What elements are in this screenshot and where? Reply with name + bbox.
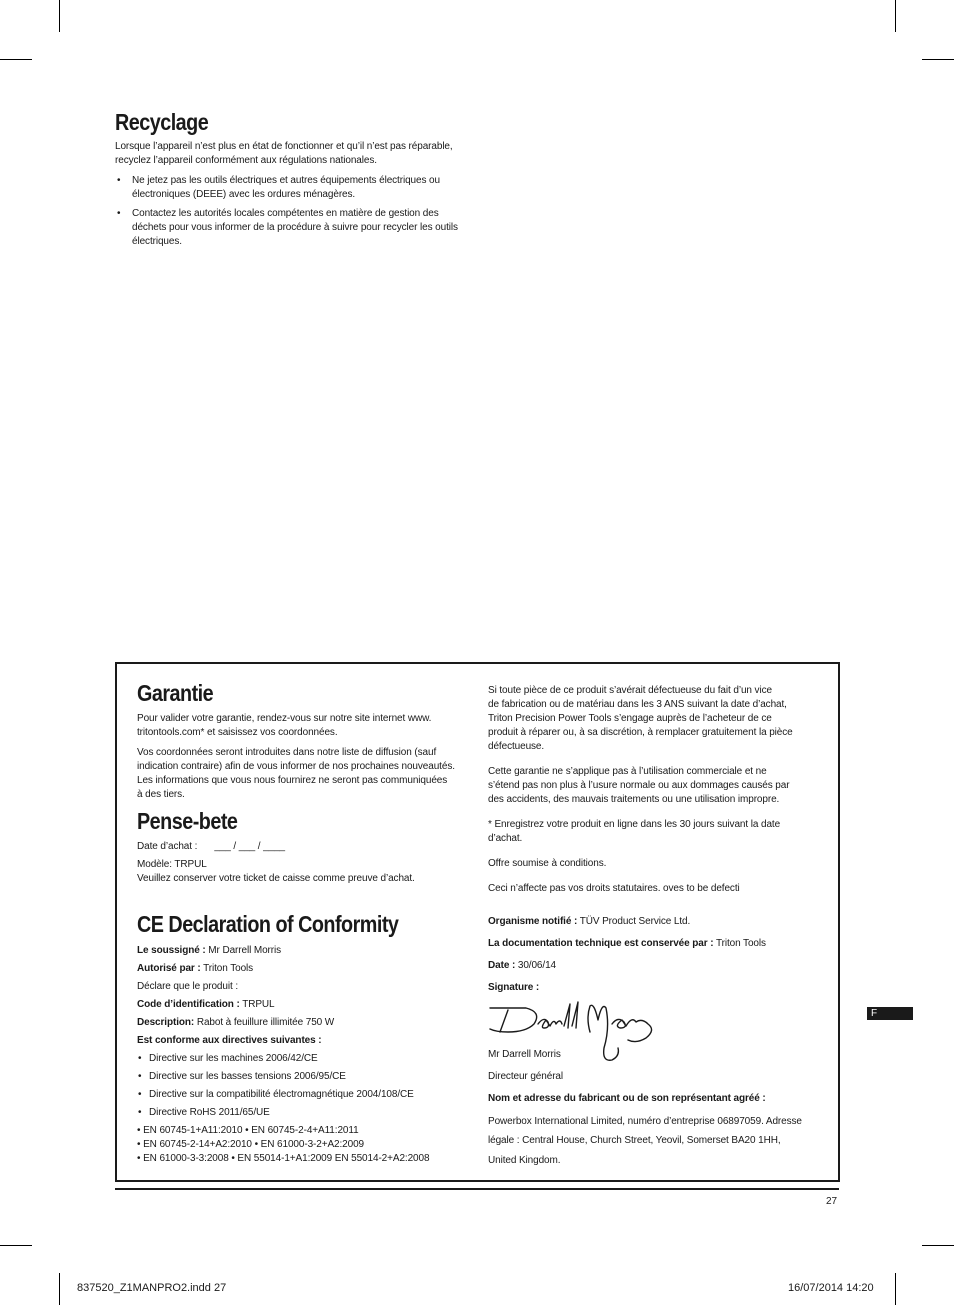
crop-mark [0,1245,32,1246]
crop-mark [59,0,60,32]
signer-title: Directeur général [488,1071,564,1082]
list-item: • Directive RoHS 2011/65/UE [137,1106,482,1120]
keep-receipt-text: Veuillez conserver votre ticket de caisse comme preuve d’achat. [137,873,415,884]
purchase-date-blank: ___ / ___ / ____ [214,841,285,852]
footer-filename: 837520_Z1MANPRO2.indd 27 [77,1282,227,1294]
crop-mark [0,59,32,60]
footer-timestamp: 16/07/2014 14:20 [788,1282,874,1294]
crop-mark [895,0,896,32]
recyclage-intro-line: recyclez l’appareil conformément aux régulations nationales. [115,155,377,166]
garantie-title: Garantie [137,680,214,706]
ce-declaration-details: Organisme notifié : TÜV Product Service Ltd. La documentation technique est conservée par : Triton Tools Date : 30/06/14 Signature : [488,916,766,993]
list-item: • Ne jetez pas les outils électriques et autres équipements électriques ou électroniques (DEEE) avec les ordures ménagères. [115,174,475,202]
ce-declaration-section: CE Declaration of Conformity Le soussigné : Mr Darrell Morris Autorisé par : Triton Tools Déclare que le produit : Code d’identification : TRPUL Description: Rabot à feuillure illimitée 750 W Est conforme aux directives suivantes : • Directive sur les machines 2006/42/CE • Directive sur les basses tensions 2006/95/CE • Directive sur la compatibilité électromagnétique 2004/108/CE • Directive RoHS 2011/65/UE • EN 60745-1+A11:2010 • EN 60745-2-4+A11:2011 • EN 60745-2-14+A2:2010 • EN 61000-3-2+A2:2009 • EN 61000-3-3:2008 • EN 55014-1+A1:2009 EN 55014-2+A2:2008 [137,913,482,1166]
standards-line: • EN 61000-3-3:2008 • EN 55014-1+A1:2009 EN 55014-2+A2:2008 [137,1153,430,1164]
pense-bete-section [137,810,472,886]
recyclage-title: Recyclage [115,109,209,135]
model-text: Modèle: TRPUL [137,859,207,870]
recyclage-section [115,111,475,249]
page-number: 27 [826,1196,838,1207]
ce-signer-block: Mr Darrell Morris Directeur général Nom et adresse du fabricant ou de son représentant agréé : Powerbox International Limited, numéro d’entreprise 06897059. Adresse légale : Central House, Church Street, Yeovil, Somerset BA20 1HH, United Kingdom. [488,1048,833,1168]
crop-mark [895,1273,896,1305]
list-item: • Directive sur la compatibilité électromagnétique 2004/108/CE [137,1088,482,1102]
crop-mark [59,1273,60,1305]
list-item: • Directive sur les basses tensions 2006/95/CE [137,1070,482,1084]
garantie-terms: Si toute pièce de ce produit s’avérait défectueuse du fait d’un vice de fabrication ou de matériau dans les 3 ANS suivant la date d’achat, Triton Precision Power Tools s’engage auprès de l’acheteur de ce produit à réparer ou, à sa discrétion, à remplacer gratuitement la pièce défectueuse. Cette garantie ne s’applique pas à l’utilisation commerciale et ne s’étend pas non plus à l’usure normale ou aux dommages causés par des accidents, des mauvais traitements ou une utilisation impropre. * Enregistrez votre produit en ligne dans les 30 jours suivant la date d’achat. Offre soumise à conditions. Ceci n’affecte pas vos droits statutaires. oves to be defecti [488,685,793,894]
crop-mark [922,1245,954,1246]
pense-bete-title: Pense-bete [137,808,238,834]
garantie-section: Garantie Pour valider votre garantie, rendez-vous sur notre site internet www. tritontools.com* et saisissez vos coordonnées. Vos coordonnées seront introduites dans notre liste de diffusion (sauf indication contraire) afin de vous informer de nos prochaines nouveautés. Les informations que vous nous fournirez ne seront pas communiquées à des tiers. [137,680,455,800]
list-item: • Directive sur les machines 2006/42/CE [137,1052,482,1066]
standards-line: • EN 60745-1+A11:2010 • EN 60745-2-4+A11:2011 [137,1125,359,1136]
signer-name: Mr Darrell Morris [488,1049,561,1060]
recyclage-intro-line: Lorsque l’appareil n’est plus en état de fonctionner et qu’il n’est pas réparable, [115,141,453,152]
language-tab: F [867,1007,913,1020]
bottom-rule [115,1188,839,1190]
purchase-date-label: Date d’achat : [137,841,198,852]
list-item: • Contactez les autorités locales compétentes en matière de gestion des déchets pour vous informer de la procédure à suivre pour recycler les outils électriques. [115,207,475,249]
crop-mark [922,59,954,60]
ce-title: CE Declaration of Conformity [137,911,399,937]
standards-line: • EN 60745-2-14+A2:2010 • EN 61000-3-2+A2:2009 [137,1139,365,1150]
